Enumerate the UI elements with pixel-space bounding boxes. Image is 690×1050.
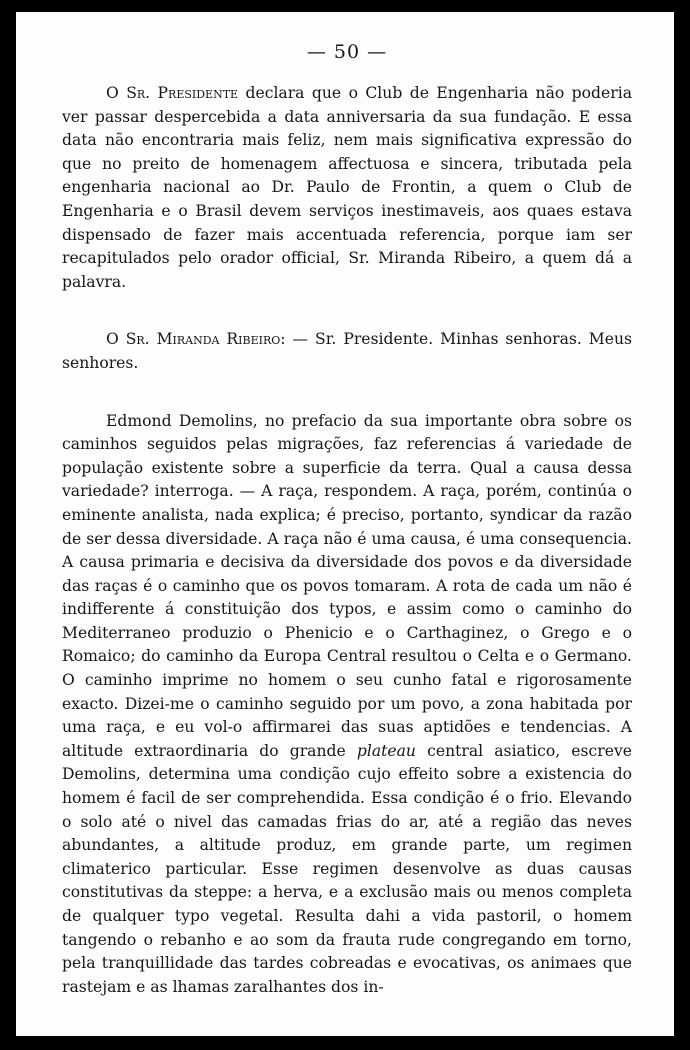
italic-term: plateau <box>356 741 416 760</box>
speech-text: declara que o Club de Engenharia não poderia ver passar despercebida a data anniversaria da sua fundação. E essa data não encontraria mais feliz, nem mais significativa expressão do que no preito de homenagem affectuosa e sincera, tributada pela engenharia nacional ao Dr. Paulo de Frontin, a quem o Club de Engenharia e o Brasil devem serviços inestimaveis, aos quaes estava dispensado de fazer mais accentuada referencia, porque iam ser recapitulados pelo orador official, Sr. Miranda Ribeiro, a quem dá a palavra. <box>62 84 632 291</box>
speech-president <box>62 82 632 294</box>
paragraph-text: central asiatico, escreve Demolins, determina uma condição cujo effeito sobre a existencia do homem é facil de ser comprehendida. Essa condição é o frio. Elevando o solo até o nivel das camadas frias do ar, até a região das neves abundantes, a altitude produz, em grande parte, um regimen climaterico particular. Esse regimen desenvolve as duas causas constitutivas da steppe: a herva, e a exclusão mais ou menos completa de qualquer typo vegetal. Resulta dahi a vida pastoril, o homem tangendo o rebanho e ao som da frauta rude congregando em torno, pela tranquillidade das tardes cobreadas e evocativas, os animaes que rastejam e as lhamas zaralhantes dos in- <box>62 741 632 996</box>
page-text <box>62 40 632 999</box>
book-page <box>16 12 674 1036</box>
speech-miranda-ribeiro <box>62 328 632 375</box>
speaker-name: O Sr. Miranda Ribeiro: <box>106 330 286 349</box>
spacer <box>62 294 632 328</box>
speech-text: — Sr. Presidente. Minhas senhoras. Meus senhores. <box>62 330 632 372</box>
paragraph-text: Edmond Demolins, no prefacio da sua importante obra sobre os caminhos seguidos pelas migrações, faz referencias á variedade de população existente sobre a superficie da terra. Qual a causa dessa variedade? interroga. — A raça, respondem. A raça, porém, continúa o eminente analista, nada explica; é preciso, portanto, syndicar da razão de ser dessa diversidade. A raça não é uma causa, é uma consequencia. A causa primaria e decisiva da diversidade dos povos e da diversidade das raças é o caminho que os povos tomaram. A rota de cada um não é indifferente á constituição dos typos, e assim como o caminho do Mediterraneo produzio o Phenicio e o Carthaginez, o Grego e o Romaico; do caminho da Europa Central resultou o Celta e o Germano. O caminho imprime no homem o seu cunho fatal e rigorosamente exacto. Dizei-me o caminho seguido por um povo, a zona habitada por uma raça, e eu vol-o affirmarei das suas aptidões e tendencias. A altitude extraordinaria do grande <box>62 411 632 760</box>
page-number: — 50 — <box>306 41 388 63</box>
speaker-name: O Sr. Presidente <box>106 84 239 102</box>
spacer <box>62 376 632 410</box>
body-paragraph <box>62 410 632 1000</box>
